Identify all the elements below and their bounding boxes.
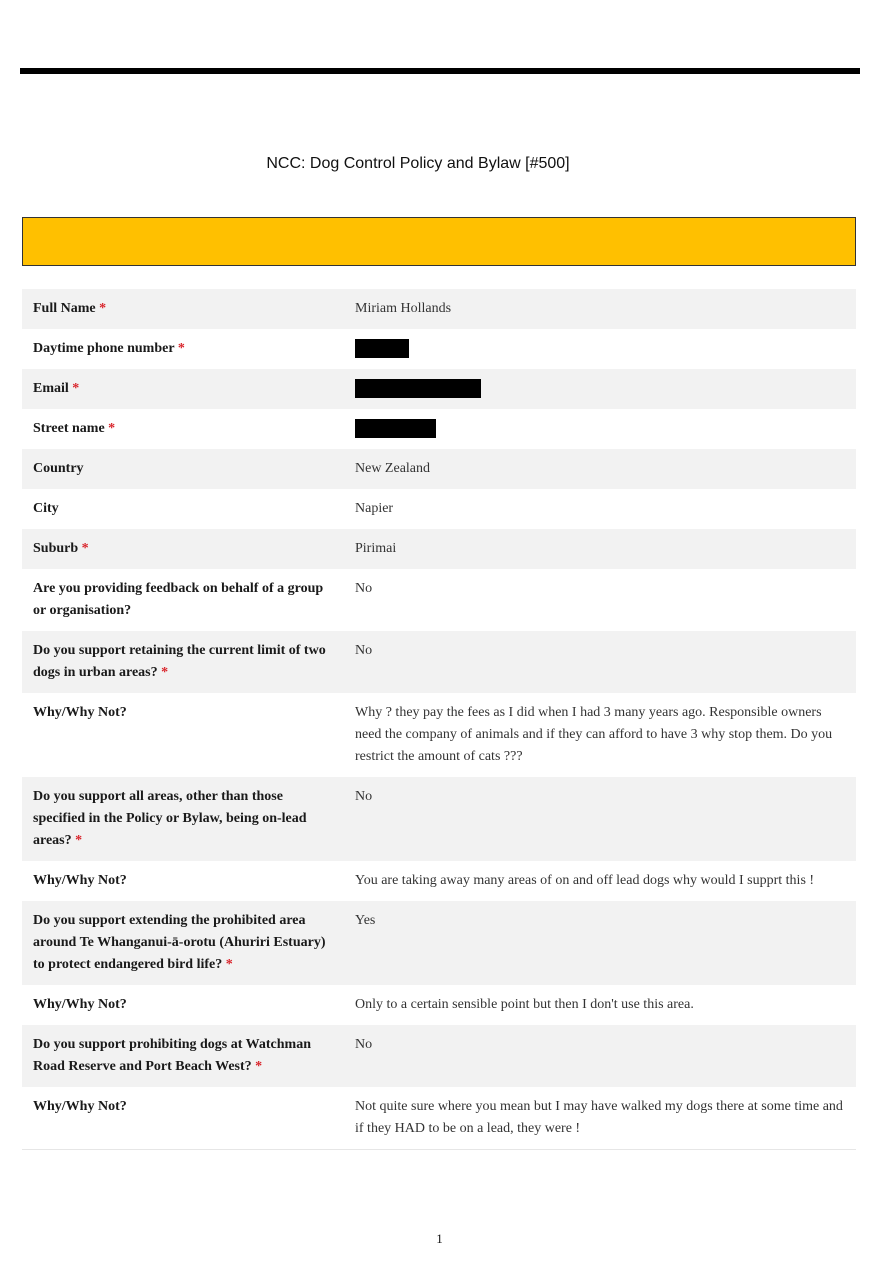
table-row [22,489,856,529]
required-marker: * [99,301,107,316]
field-label: Why/Why Not? [22,1087,344,1150]
table-row [22,289,856,329]
top-rule [20,68,860,74]
field-value: No [344,569,856,631]
table-row [22,409,856,449]
field-label: Do you support all areas, other than those specified in the Policy or Bylaw, being on-lead areas? * [22,777,344,861]
required-marker: * [225,957,233,972]
table-row [22,901,856,985]
field-label: Why/Why Not? [22,861,344,901]
page-number: 1 [436,1231,443,1246]
table-row [22,861,856,901]
field-value: Only to a certain sensible point but then I don't use this area. [344,985,856,1025]
submission-table [22,289,856,1150]
required-marker: * [81,541,89,556]
field-label: Do you support retaining the current limit of two dogs in urban areas? * [22,631,344,693]
field-value [344,329,856,369]
field-label: Full Name * [22,289,344,329]
table-row [22,693,856,777]
field-value: Why ? they pay the fees as I did when I had 3 many years ago. Responsible owners need the company of animals and if they can afford to have 3 why stop them. Do you restrict the amount of cats ??? [344,693,856,777]
table-row [22,1087,856,1150]
field-label: Why/Why Not? [22,693,344,777]
required-marker: * [255,1059,263,1074]
table-row [22,369,856,409]
field-label: City [22,489,344,529]
field-value: Miriam Hollands [344,289,856,329]
table-row [22,1025,856,1087]
field-label: Daytime phone number * [22,329,344,369]
required-marker: * [161,665,169,680]
table-row [22,529,856,569]
redaction-block [355,419,436,438]
field-value: No [344,777,856,861]
field-label: Do you support extending the prohibited area around Te Whanganui-ā-orotu (Ahuriri Estuary) to protect endangered bird life? * [22,901,344,985]
field-value: Pirimai [344,529,856,569]
field-label: Do you support prohibiting dogs at Watchman Road Reserve and Port Beach West? * [22,1025,344,1087]
required-marker: * [108,421,116,436]
yellow-banner [22,217,856,266]
field-value: No [344,631,856,693]
field-label: Street name * [22,409,344,449]
table-row [22,631,856,693]
table-row [22,449,856,489]
field-label: Are you providing feedback on behalf of a group or organisation? [22,569,344,631]
required-marker: * [177,341,185,356]
document-title: NCC: Dog Control Policy and Bylaw [#500] [266,155,570,172]
field-value [344,409,856,449]
field-value: You are taking away many areas of on and off lead dogs why would I supprt this ! [344,861,856,901]
field-value: Yes [344,901,856,985]
required-marker: * [72,381,80,396]
redaction-block [355,379,481,398]
table-row [22,569,856,631]
field-label: Email * [22,369,344,409]
redaction-block [355,339,409,358]
field-value: Not quite sure where you mean but I may have walked my dogs there at some time and if they HAD to be on a lead, they were ! [344,1087,856,1150]
field-value: Napier [344,489,856,529]
field-value: No [344,1025,856,1087]
field-label: Country [22,449,344,489]
field-value [344,369,856,409]
table-row [22,329,856,369]
field-label: Suburb * [22,529,344,569]
field-value: New Zealand [344,449,856,489]
table-row [22,777,856,861]
field-label: Why/Why Not? [22,985,344,1025]
required-marker: * [75,833,83,848]
table-row [22,985,856,1025]
